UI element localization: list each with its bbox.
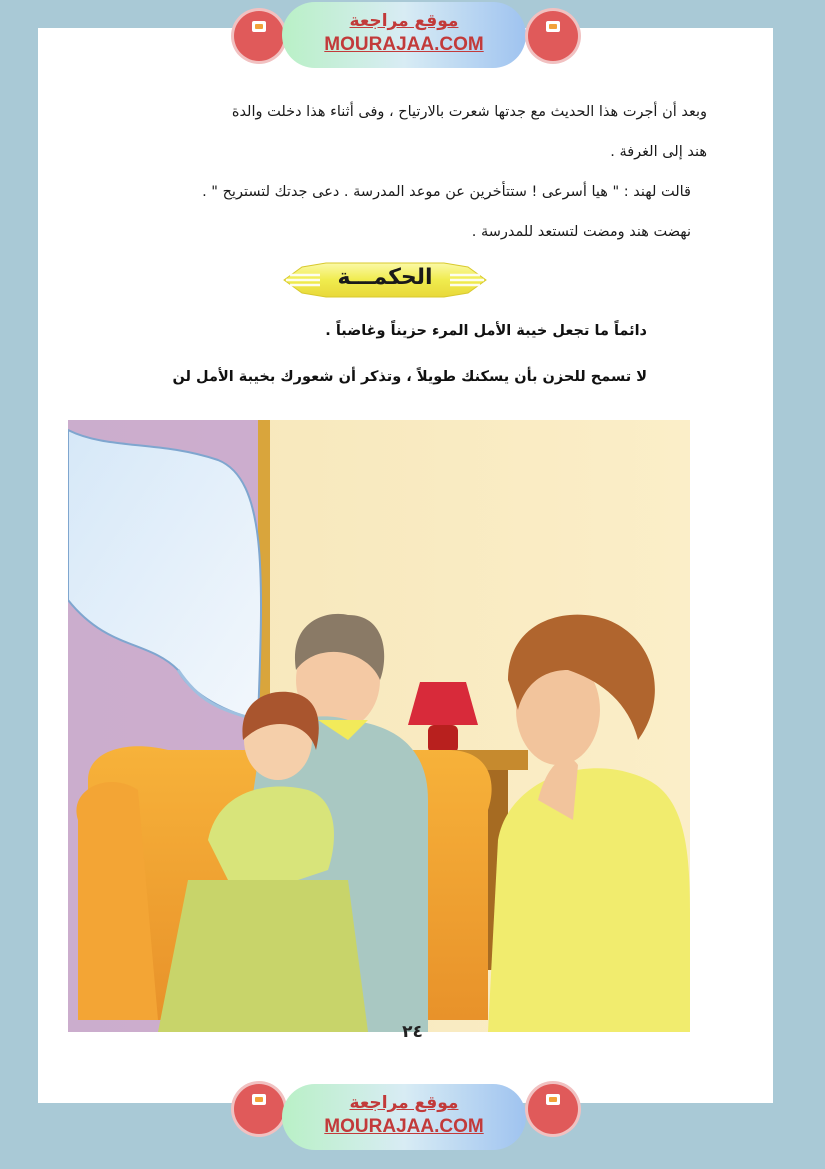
watermark-arabic: موقع مراجعة: [349, 11, 459, 31]
watermark-latin: MOURAJAA.COM: [324, 1116, 484, 1137]
story-text: [107, 92, 707, 252]
watermark-latin: MOURAJAA.COM: [324, 34, 484, 55]
mourajaa-logo-badge-icon: [528, 11, 578, 61]
page-number: ٢٤: [402, 1022, 423, 1042]
wisdom-line: لا تسمح للحزن بأن يسكنك طويلاً ، وتذكر أن شعورك بخيبة الأمل لن: [172, 369, 647, 385]
watermark-banner-bottom[interactable]: [282, 1084, 526, 1150]
watermark-banner-top[interactable]: [282, 2, 526, 68]
story-illustration: [68, 420, 690, 1032]
story-line: وبعد أن أجرت هذا الحديث مع جدتها شعرت بالارتياح ، وفى أثناء هذا دخلت والدة: [231, 104, 707, 120]
mourajaa-logo-badge-icon: [528, 1084, 578, 1134]
wisdom-line: دائماً ما تجعل خيبة الأمل المرء حزيناً وغاضباً .: [325, 323, 647, 339]
story-line: نهضت هند ومضت لتستعد للمدرسة .: [471, 224, 691, 240]
watermark-arabic: موقع مراجعة: [349, 1093, 459, 1113]
story-line: هند إلى الغرفة .: [610, 144, 707, 160]
mourajaa-logo-badge-icon: [234, 1084, 284, 1134]
wisdom-title: الحكمـــة: [337, 265, 433, 290]
wisdom-title-ribbon: [280, 257, 490, 303]
story-line: قالت لهند : " هيا أسرعى ! ستتأخرين عن موعد المدرسة . دعى جدتك لتستريح " .: [202, 184, 691, 200]
mourajaa-logo-badge-icon: [234, 11, 284, 61]
